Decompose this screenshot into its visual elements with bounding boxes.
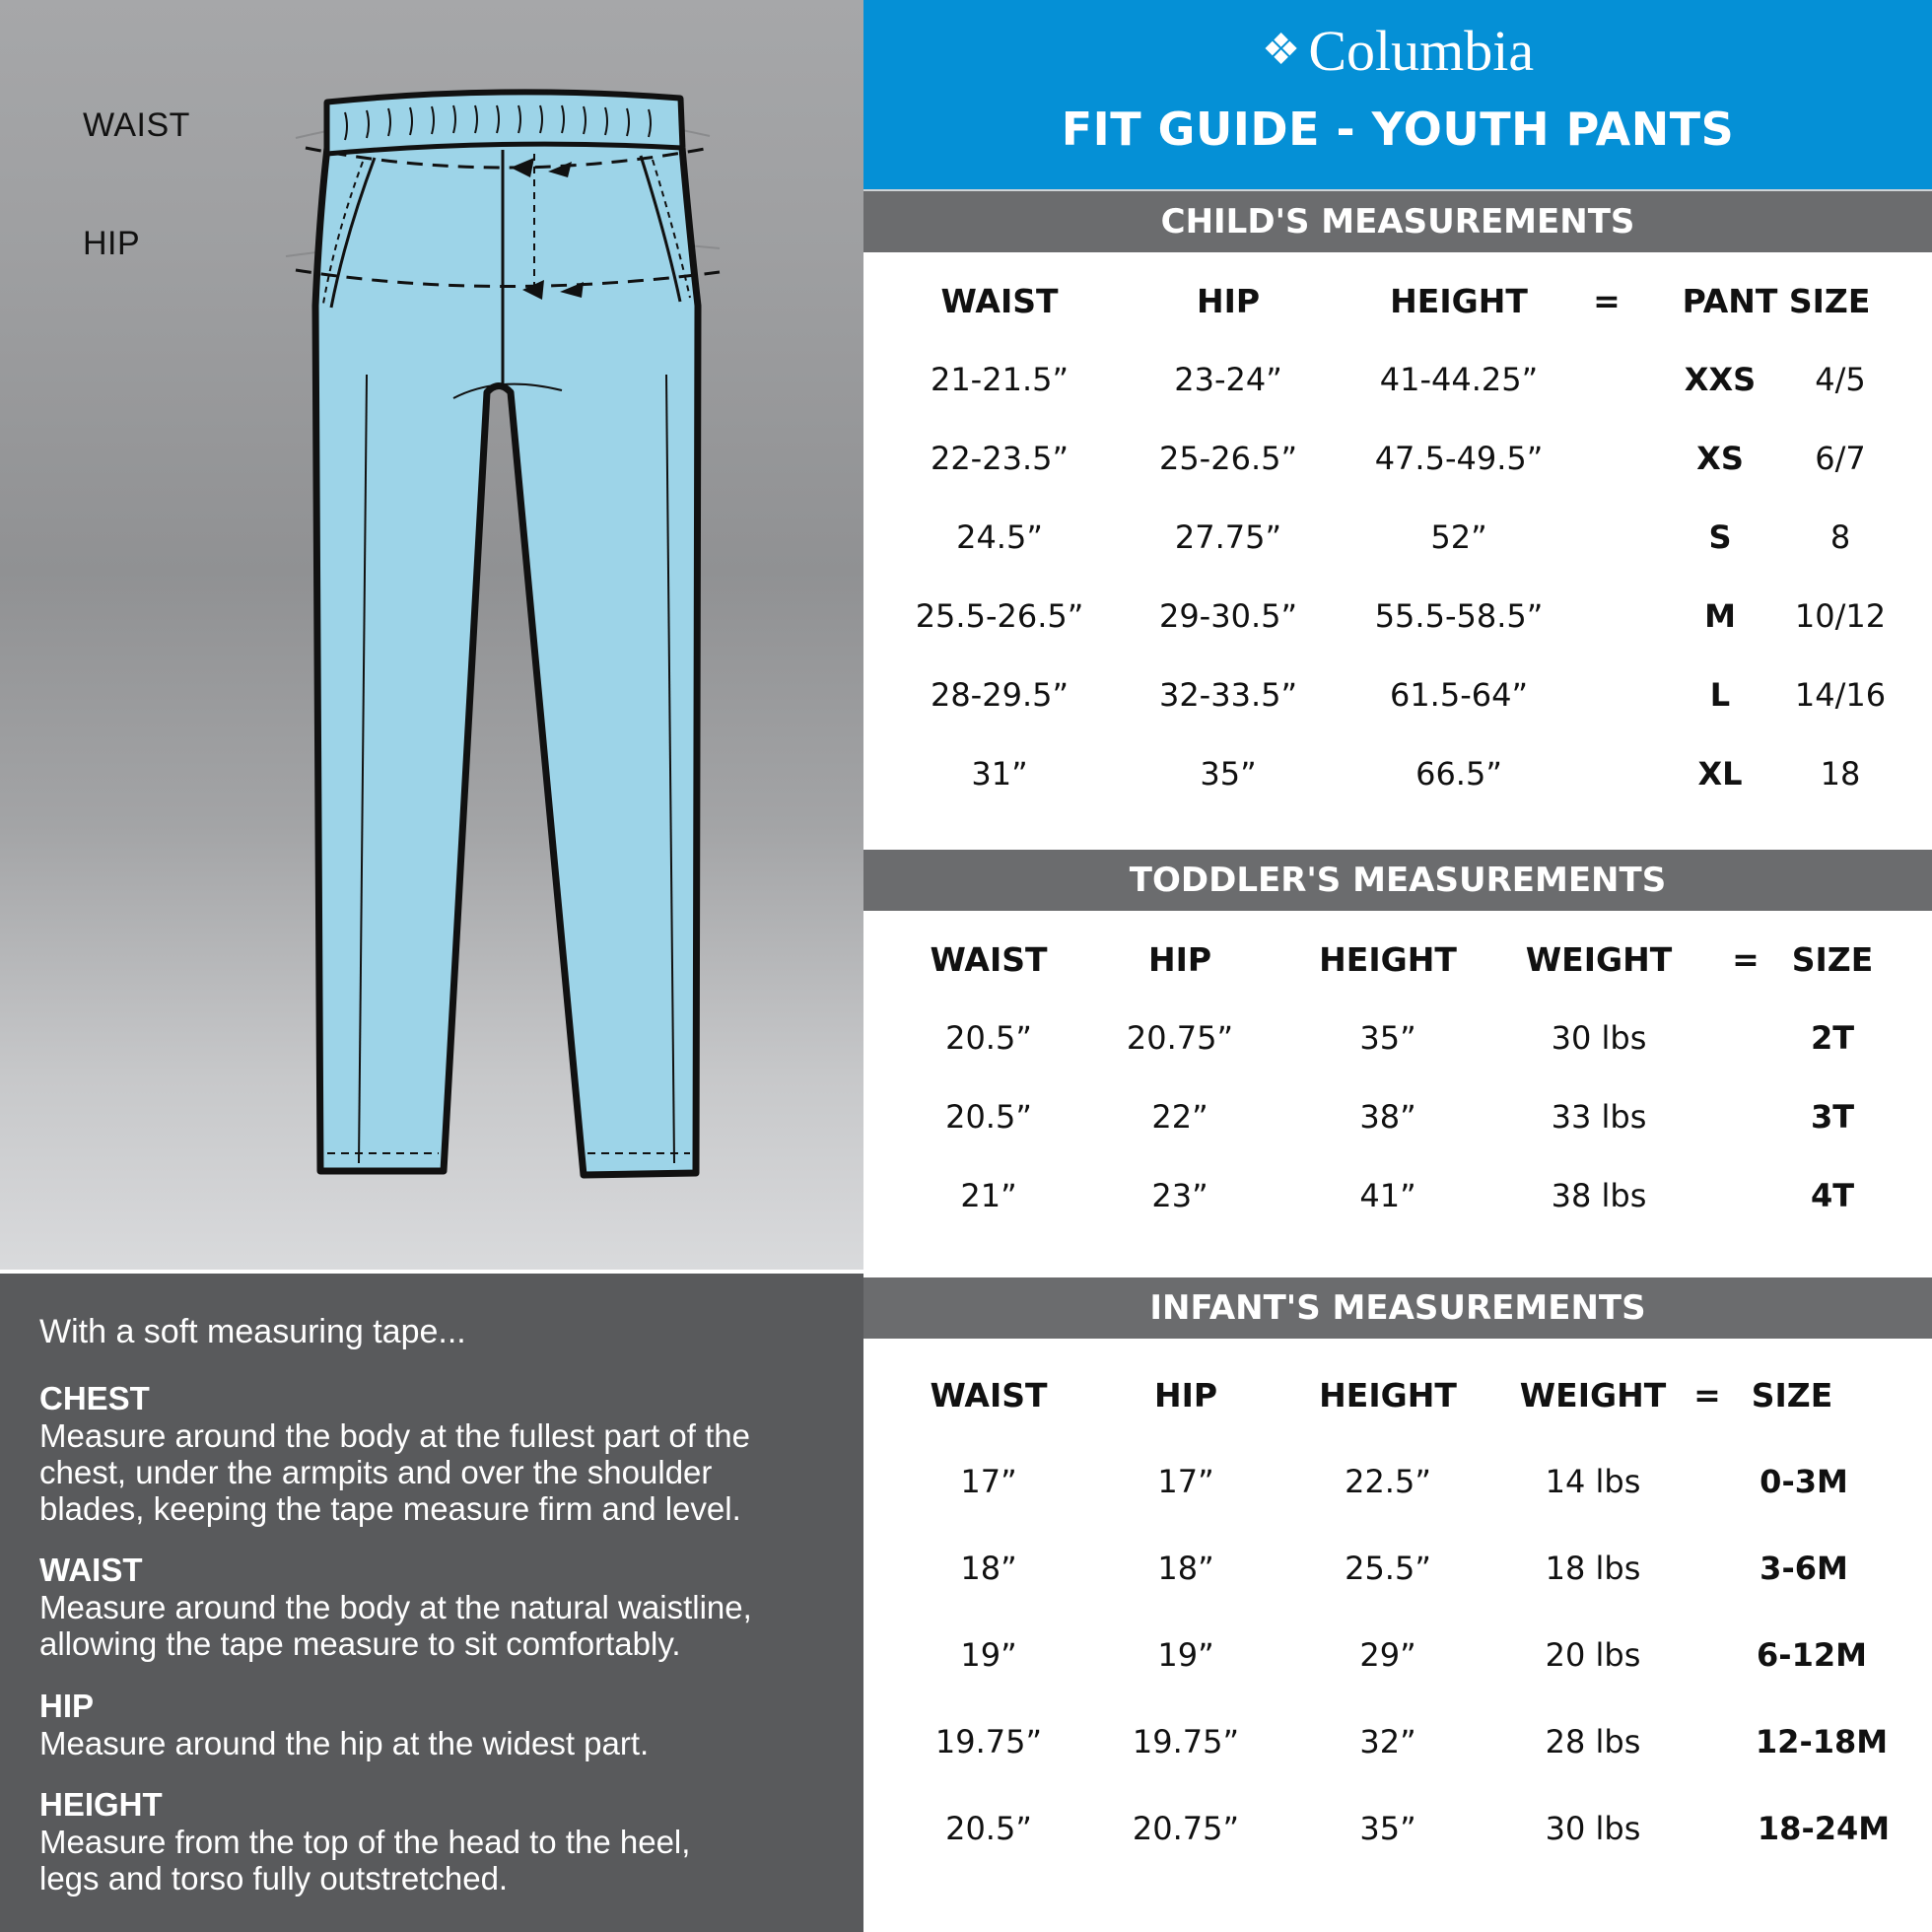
guide-text: chest, under the armpits and over the shoulder xyxy=(39,1454,713,1490)
columbia-diamond-icon: ❖ xyxy=(1261,26,1301,74)
equals-sign: = xyxy=(1693,1376,1721,1414)
table-cell: 20.5” xyxy=(945,1098,1032,1136)
table-cell: 21” xyxy=(960,1177,1017,1214)
pants-illustration xyxy=(276,79,729,1193)
size-cell: 3-6M xyxy=(1760,1550,1848,1587)
size-number: 4/5 xyxy=(1815,361,1866,398)
table-cell: 35” xyxy=(1200,755,1257,793)
column-header: WEIGHT xyxy=(1519,1376,1667,1414)
column-header: HIP xyxy=(1153,1376,1218,1414)
guide-section-hip xyxy=(39,1688,828,1761)
table-cell: 20 lbs xyxy=(1545,1636,1641,1674)
table-cell: 32-33.5” xyxy=(1158,676,1298,714)
hip-label: HIP xyxy=(83,225,141,262)
guide-heading: HEIGHT xyxy=(39,1786,163,1823)
table-cell: 20.75” xyxy=(1132,1810,1240,1847)
table-cell: 17” xyxy=(960,1463,1017,1500)
table-cell: 20.5” xyxy=(945,1019,1032,1057)
table-cell: 29-30.5” xyxy=(1158,597,1298,635)
size-letter: M xyxy=(1704,597,1736,635)
guide-section-chest xyxy=(39,1380,828,1527)
size-letter: S xyxy=(1708,518,1732,556)
size-letter: L xyxy=(1709,676,1731,714)
size-cell: 6-12M xyxy=(1757,1636,1867,1674)
guide-text: Measure around the hip at the widest part. xyxy=(39,1725,650,1761)
table-cell: 22-23.5” xyxy=(930,440,1070,477)
table-cell: 30 lbs xyxy=(1551,1019,1647,1057)
size-letter: XS xyxy=(1696,440,1744,477)
column-header: HIP xyxy=(1147,940,1212,979)
size-number: 10/12 xyxy=(1794,597,1887,635)
size-cell: 4T xyxy=(1810,1177,1855,1214)
guide-text: Measure from the top of the head to the heel, xyxy=(39,1824,691,1860)
table-cell: 61.5-64” xyxy=(1389,676,1529,714)
table-cell: 52” xyxy=(1430,518,1487,556)
column-header: HIP xyxy=(1196,282,1261,320)
table-cell: 22” xyxy=(1151,1098,1208,1136)
equals-sign: = xyxy=(1593,282,1621,320)
size-cell: 3T xyxy=(1810,1098,1855,1136)
waist-label: WAIST xyxy=(83,106,190,144)
table-cell: 47.5-49.5” xyxy=(1374,440,1544,477)
size-cell: 2T xyxy=(1810,1019,1855,1057)
column-header: WAIST xyxy=(930,1376,1048,1414)
table-cell: 17” xyxy=(1157,1463,1214,1500)
guide-heading: HIP xyxy=(39,1688,95,1724)
table-cell: 24.5” xyxy=(956,518,1043,556)
size-letter: XL xyxy=(1697,755,1743,793)
table-cell: 33 lbs xyxy=(1551,1098,1647,1136)
column-header: HEIGHT xyxy=(1319,1376,1457,1414)
table-cell: 20.5” xyxy=(945,1810,1032,1847)
column-header: WAIST xyxy=(930,940,1048,979)
size-cell: 18-24M xyxy=(1757,1810,1891,1847)
column-header: HEIGHT xyxy=(1390,282,1528,320)
table-cell: 18” xyxy=(960,1550,1017,1587)
table-cell: 19.75” xyxy=(934,1723,1043,1760)
table-cell: 25.5-26.5” xyxy=(915,597,1084,635)
page-title: FIT GUIDE - YOUTH PANTS xyxy=(1061,103,1735,156)
table-cell: 25.5” xyxy=(1345,1550,1431,1587)
size-number: 6/7 xyxy=(1815,440,1866,477)
table-cell: 21-21.5” xyxy=(930,361,1070,398)
size-number: 18 xyxy=(1820,755,1861,793)
brand-name: Columbia xyxy=(1308,19,1535,83)
size-cell: 0-3M xyxy=(1760,1463,1848,1500)
pants-shape xyxy=(315,93,698,1175)
table-cell: 41-44.25” xyxy=(1379,361,1539,398)
guide-text: Measure around the body at the fullest part of the xyxy=(39,1417,750,1454)
table-cell: 38” xyxy=(1359,1098,1416,1136)
table-cell: 25-26.5” xyxy=(1158,440,1298,477)
table-cell: 23-24” xyxy=(1174,361,1282,398)
table-cell: 18 lbs xyxy=(1545,1550,1641,1587)
column-header: SIZE xyxy=(1791,940,1874,979)
size-letter: XXS xyxy=(1684,361,1757,398)
column-header: WAIST xyxy=(940,282,1059,320)
table-cell: 23” xyxy=(1151,1177,1208,1214)
guide-intro: With a soft measuring tape... xyxy=(39,1313,466,1350)
table-cell: 55.5-58.5” xyxy=(1374,597,1544,635)
column-header: HEIGHT xyxy=(1319,940,1457,979)
table-cell: 41” xyxy=(1359,1177,1416,1214)
table-cell: 19” xyxy=(1157,1636,1214,1674)
guide-text: legs and torso fully outstretched. xyxy=(39,1860,509,1897)
column-header: WEIGHT xyxy=(1525,940,1673,979)
table-cell: 66.5” xyxy=(1415,755,1502,793)
guide-text: allowing the tape measure to sit comfortably. xyxy=(39,1625,681,1662)
toddler-section-title: TODDLER'S MEASUREMENTS xyxy=(863,850,1932,911)
equals-sign: = xyxy=(1732,940,1760,979)
table-cell: 18” xyxy=(1157,1550,1214,1587)
table-cell: 14 lbs xyxy=(1545,1463,1641,1500)
column-header: SIZE xyxy=(1751,1376,1833,1414)
size-cell: 12-18M xyxy=(1755,1723,1889,1760)
size-number: 14/16 xyxy=(1794,676,1887,714)
table-cell: 38 lbs xyxy=(1551,1177,1647,1214)
table-cell: 32” xyxy=(1359,1723,1416,1760)
brand-header xyxy=(863,0,1932,189)
table-cell: 31” xyxy=(971,755,1028,793)
column-header: PANT SIZE xyxy=(1682,282,1871,320)
table-cell: 28-29.5” xyxy=(930,676,1070,714)
table-cell: 27.75” xyxy=(1174,518,1282,556)
table-cell: 22.5” xyxy=(1345,1463,1431,1500)
table-cell: 28 lbs xyxy=(1545,1723,1641,1760)
table-cell: 19” xyxy=(960,1636,1017,1674)
child-section-title: CHILD'S MEASUREMENTS xyxy=(863,191,1932,252)
measuring-guide xyxy=(0,1274,863,1932)
table-cell: 20.75” xyxy=(1126,1019,1234,1057)
table-cell: 29” xyxy=(1359,1636,1416,1674)
brand-logo xyxy=(863,18,1932,84)
guide-section-waist xyxy=(39,1552,828,1662)
infant-section-title: INFANT'S MEASUREMENTS xyxy=(863,1277,1932,1339)
guide-section-height xyxy=(39,1786,828,1897)
guide-text: Measure around the body at the natural waistline, xyxy=(39,1589,752,1625)
illustration-panel xyxy=(0,0,863,1270)
guide-heading: CHEST xyxy=(39,1380,150,1416)
size-number: 8 xyxy=(1829,518,1851,556)
table-cell: 19.75” xyxy=(1132,1723,1240,1760)
guide-text: blades, keeping the tape measure firm and level. xyxy=(39,1490,741,1527)
table-cell: 35” xyxy=(1359,1019,1416,1057)
guide-heading: WAIST xyxy=(39,1552,143,1588)
table-cell: 35” xyxy=(1359,1810,1416,1847)
table-cell: 30 lbs xyxy=(1545,1810,1641,1847)
